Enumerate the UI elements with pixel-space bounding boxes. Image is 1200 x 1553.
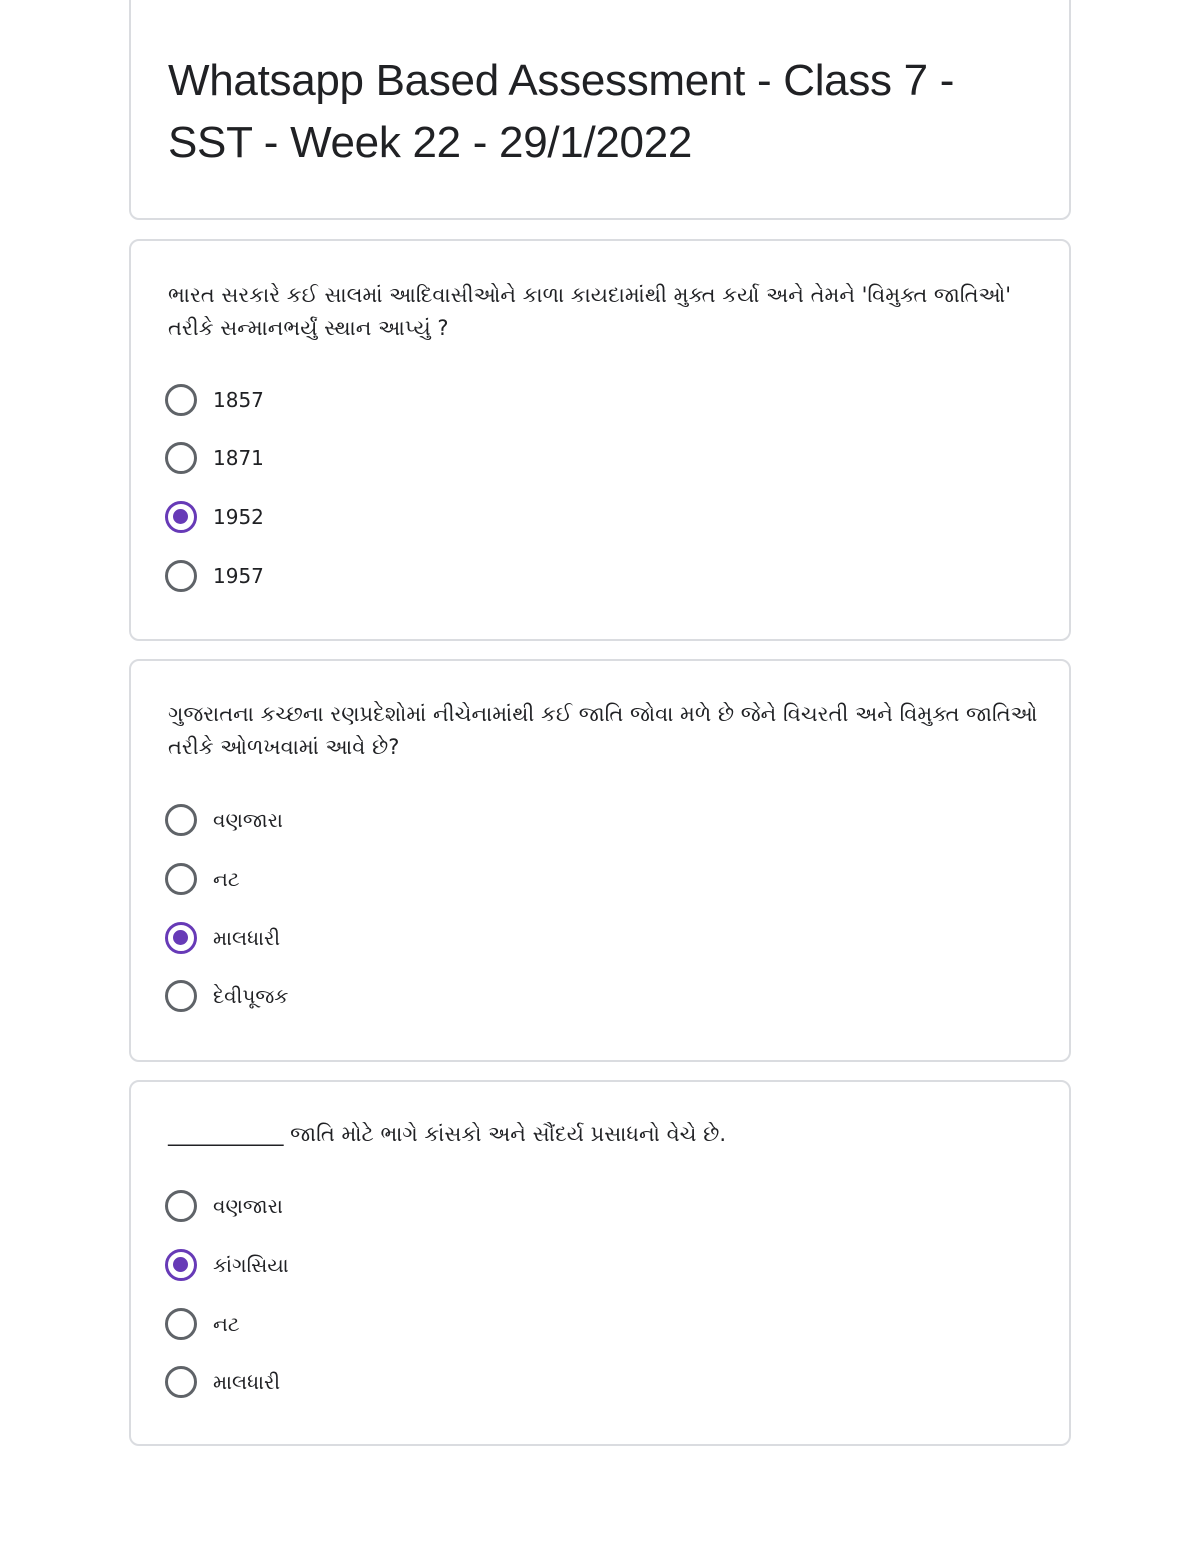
option-label: વણજારા: [213, 808, 283, 832]
option-label: વણજારા: [213, 1194, 283, 1218]
option-label: માલધારી: [213, 926, 281, 950]
radio-unchecked-icon[interactable]: [165, 1366, 197, 1398]
question-card-3: [129, 1080, 1071, 1446]
form-header-card: [129, 0, 1071, 220]
form-title: Whatsapp Based Assessment - Class 7 - SST - Week 22 - 29/1/2022: [168, 56, 955, 167]
radio-checked-icon[interactable]: [165, 922, 197, 954]
question-text: ___________ જાતિ મોટે ભાગે કાંસકો અને સૌંદર્ય પ્રસાધનો વેચે છે.: [168, 1122, 727, 1146]
radio-unchecked-icon[interactable]: [165, 863, 197, 895]
radio-unchecked-icon[interactable]: [165, 384, 197, 416]
option-1957[interactable]: [165, 556, 264, 596]
option-label: 1857: [213, 388, 264, 412]
option-vanjara[interactable]: [165, 1186, 283, 1226]
question-card-2: [129, 659, 1071, 1062]
question-text: ગુજરાતના કચ્છના રણપ્રદેશોમાં નીચેનામાંથી કઈ જાતિ જોવા મળે છે જેને વિચરતી અને વિમુક્ત જાતિઓ તરીકે ઓળખવામાં આવે છે?: [168, 702, 1038, 759]
option-label: કાંગસિયા: [213, 1253, 289, 1277]
radio-unchecked-icon[interactable]: [165, 980, 197, 1012]
option-maldhari[interactable]: [165, 918, 280, 958]
option-vanjara[interactable]: [165, 800, 283, 840]
option-nat[interactable]: [165, 859, 240, 899]
option-label: 1957: [213, 564, 264, 588]
radio-unchecked-icon[interactable]: [165, 442, 197, 474]
option-1871[interactable]: [165, 438, 264, 478]
radio-unchecked-icon[interactable]: [165, 1308, 197, 1340]
option-nat[interactable]: [165, 1304, 240, 1344]
question-card-1: [129, 239, 1071, 641]
option-label: 1871: [213, 446, 264, 470]
option-devipujak[interactable]: [165, 976, 288, 1016]
radio-unchecked-icon[interactable]: [165, 1190, 197, 1222]
option-1857[interactable]: [165, 380, 264, 420]
option-label: નટ: [213, 867, 240, 891]
option-label: 1952: [213, 505, 264, 529]
radio-unchecked-icon[interactable]: [165, 560, 197, 592]
radio-checked-icon[interactable]: [165, 501, 197, 533]
option-label: માલધારી: [213, 1370, 281, 1394]
option-label: નટ: [213, 1312, 240, 1336]
option-1952[interactable]: [165, 497, 264, 537]
option-maldhari[interactable]: [165, 1362, 280, 1402]
option-kangsiya[interactable]: [165, 1245, 289, 1285]
question-text: ભારત સરકારે કઈ સાલમાં આદિવાસીઓને કાળા કાયદામાંથી મુક્ત કર્યા અને તેમને 'વિમુક્ત જાતિઓ' તરીકે સન્માનભર્યું સ્થાન આપ્યું ?: [168, 283, 1012, 340]
radio-unchecked-icon[interactable]: [165, 804, 197, 836]
option-label: દેવીપૂજક: [213, 984, 289, 1008]
radio-checked-icon[interactable]: [165, 1249, 197, 1281]
